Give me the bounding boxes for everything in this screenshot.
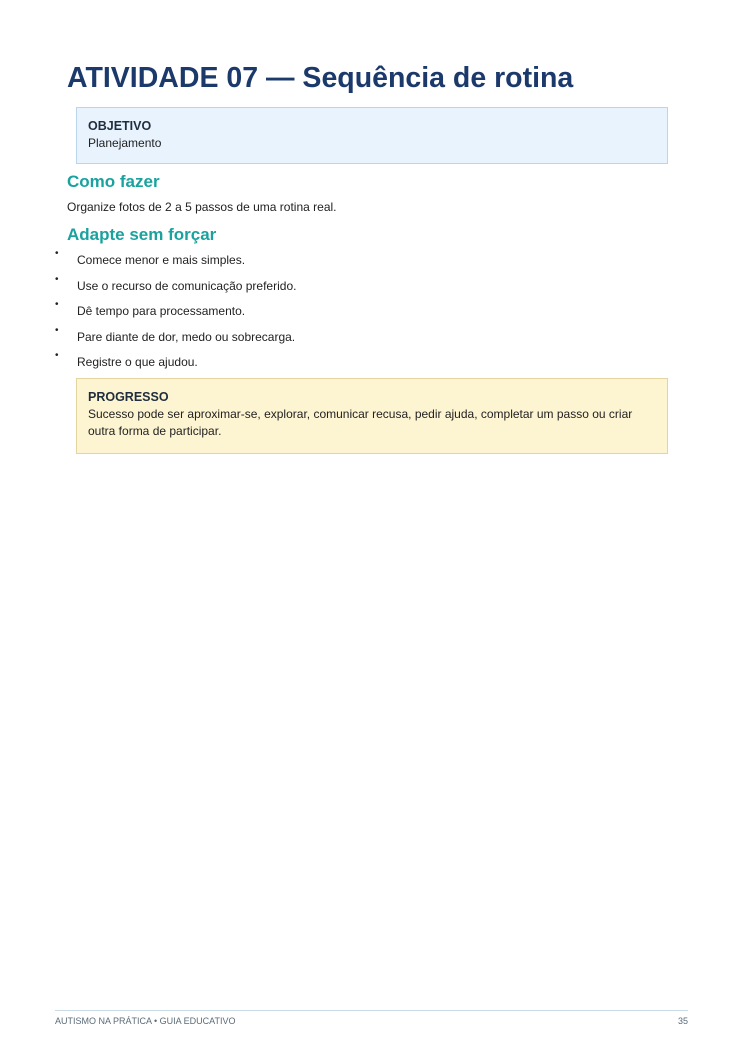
adapt-heading: Adapte sem forçar (67, 225, 217, 244)
list-item-text: Comece menor e mais simples. (77, 253, 246, 267)
bullet-icon: • (55, 324, 59, 336)
bullet-icon: • (55, 299, 59, 311)
bullet-icon: • (55, 248, 59, 259)
list-item-text: Pare diante de dor, medo ou sobrecarga. (77, 329, 296, 344)
progress-label: PROGRESSO (88, 390, 169, 404)
objective-label: OBJETIVO (88, 119, 152, 133)
list-item-text: Dê tempo para processamento. (77, 304, 246, 319)
list-item-text: Use o recurso de comunicação preferido. (77, 278, 297, 293)
footer-divider (55, 1010, 688, 1011)
progress-text: Sucesso pode ser aproximar-se, explorar, comunicar recusa, pedir ajuda, completar um passo ou criar outra forma de participar. (88, 407, 633, 438)
objective-text: Planejamento (88, 136, 162, 150)
footer-title: AUTISMO NA PRÁTICA • GUIA EDUCATIVO (55, 1016, 236, 1026)
progress-box (76, 378, 668, 454)
bullet-icon: • (55, 273, 59, 285)
objective-box (76, 107, 668, 164)
page-title: ATIVIDADE 07 — Sequência de rotina (67, 62, 574, 94)
bullet-icon: • (55, 350, 59, 362)
page-number: 35 (677, 1016, 688, 1026)
list-item-text: Registre o que ajudou. (77, 355, 198, 370)
how-to-heading: Como fazer (67, 172, 160, 191)
how-to-text: Organize fotos de 2 a 5 passos de uma rotina real. (67, 200, 337, 214)
